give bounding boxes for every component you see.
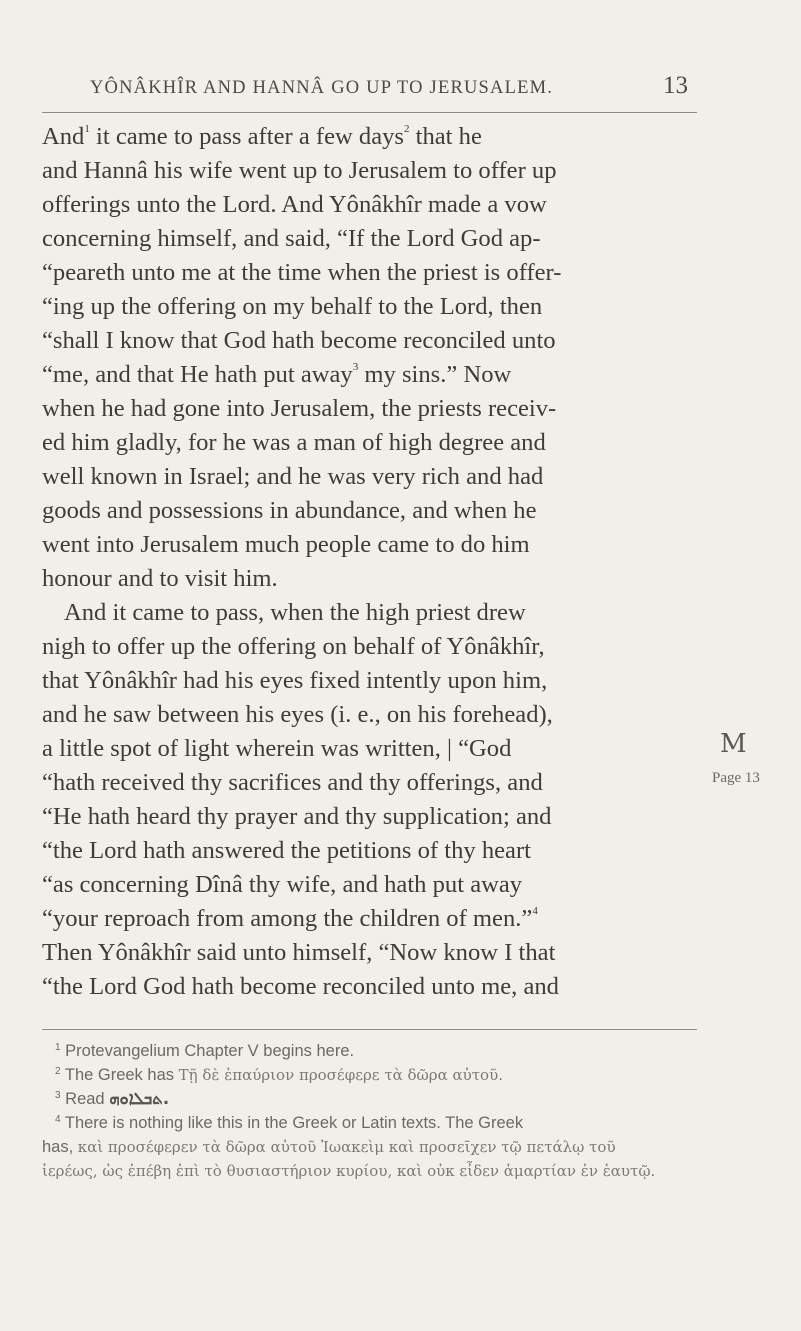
text-line: “peareth unto me at the time when the priest is offer- — [42, 259, 562, 286]
footnote-4-cont: has, καὶ προσέφερεν τὰ δῶρα αὐτοῦ Ἰωακεὶμ καὶ προσεῖχεν τῷ πετάλῳ τοῦ — [42, 1138, 616, 1156]
text-line: well known in Israel; and he was very rich and had — [42, 463, 544, 490]
text-line: “He hath heard thy prayer and thy supplication; and — [42, 803, 552, 830]
text-line: goods and possessions in abundance, and when he — [42, 497, 537, 524]
header-rule — [42, 112, 697, 113]
text-line: “ing up the offering on my behalf to the Lord, then — [42, 293, 543, 320]
text-line: And it came to pass, when the high priest drew — [64, 599, 526, 626]
running-head: YÔNÂKHÎR AND HANNÂ GO UP TO JERUSALEM. — [90, 78, 554, 98]
text-line: And$^1$ it came to pass after a few days$^2$ that he — [42, 123, 482, 150]
footnote-rule — [42, 1029, 697, 1030]
text-line: Then Yônâkhîr said unto himself, “Now know I that — [42, 939, 556, 966]
text-line: went into Jerusalem much people came to do him — [42, 531, 530, 558]
text-line: “your reproach from among the children of men.”$^4$ — [42, 905, 538, 932]
text-line: concerning himself, and said, “If the Lord God ap- — [42, 225, 541, 252]
text-line: that Yônâkhîr had his eyes fixed intently upon him, — [42, 667, 548, 694]
text-line: “me, and that He hath put away$^3$ my sins.” Now — [42, 361, 512, 388]
text-line: “the Lord God hath become reconciled unto me, and — [42, 973, 559, 1000]
margin-page-reference: Page 13 — [712, 770, 760, 786]
text-line: nigh to offer up the offering on behalf of Yônâkhîr, — [42, 633, 545, 660]
footnote-4-cont: ἱερέως, ὡς ἐπέβη ἐπὶ τὸ θυσιαστήριον κυρίου, καὶ οὐκ εἶδεν ἁμαρτίαν ἐν ἑαυτῷ. — [42, 1162, 656, 1180]
text-line: offerings unto the Lord. And Yônâkhîr made a vow — [42, 191, 547, 218]
text-line: and Hannâ his wife went up to Jerusalem to offer up — [42, 157, 557, 184]
page-number: 13 — [663, 72, 688, 99]
text-line: when he had gone into Jerusalem, the priests receiv- — [42, 395, 557, 422]
text-line: honour and to visit him. — [42, 565, 278, 592]
footnote-2: $^2$ The Greek has Τῇ δὲ ἐπαύριον προσέφερε τὰ δῶρα αὐτοῦ. — [55, 1066, 503, 1084]
text-line: “hath received thy sacrifices and thy offerings, and — [42, 769, 543, 796]
footnote-4: $^4$ There is nothing like this in the Greek or Latin texts. The Greek — [55, 1114, 524, 1132]
margin-manuscript-siglum: M — [720, 729, 747, 759]
footnote-1: $^1$ Protevangelium Chapter V begins here. — [55, 1042, 355, 1060]
text-line: “as concerning Dînâ thy wife, and hath put away — [42, 871, 523, 898]
text-line: “the Lord hath answered the petitions of thy heart — [42, 837, 531, 864]
text-line: ed him gladly, for he was a man of high degree and — [42, 429, 546, 456]
footnote-3: $^3$ Read ܬܒܠܐܘܗ. — [55, 1089, 170, 1108]
page-header — [0, 72, 801, 110]
text-line: a little spot of light wherein was written, | “God — [42, 735, 512, 762]
text-line: “shall I know that God hath become reconciled unto — [42, 327, 556, 354]
text-line: and he saw between his eyes (i. e., on his forehead), — [42, 701, 553, 728]
